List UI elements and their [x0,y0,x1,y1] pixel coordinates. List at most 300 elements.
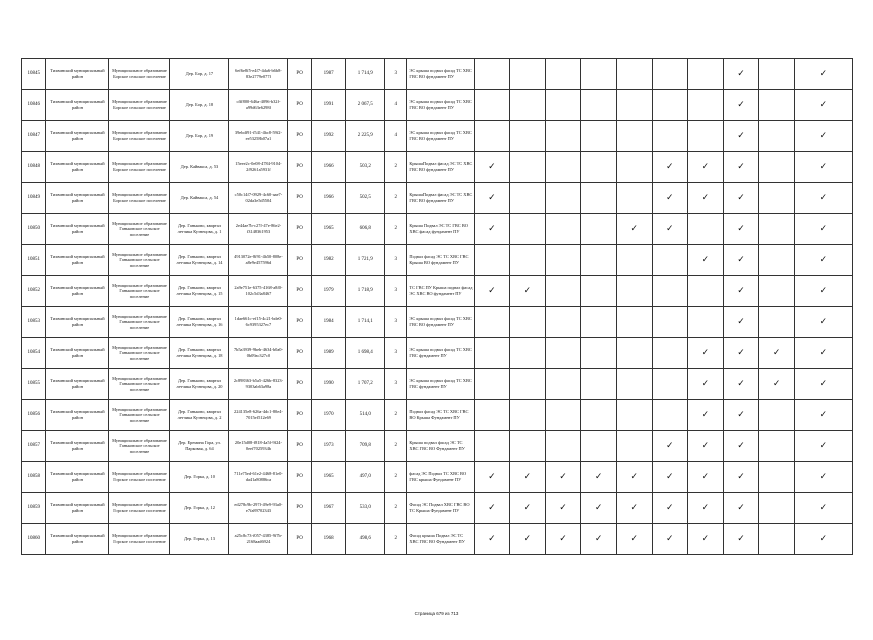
floors-cell: 4 [385,90,407,121]
area-cell: 1 714,9 [346,59,385,90]
house-code-cell: cfff800-646a-4096-b32f-a99d63e6298f [229,90,288,121]
empty-mark-cell [545,400,581,431]
checkmark-icon: ✓ [652,214,688,245]
empty-mark-cell [545,90,581,121]
works-list-cell: ТС ГВС ПУ Крыша подвал фасад ЭС ХВС ВО фундамент ПУ [407,276,474,307]
table-row [22,431,853,462]
empty-mark-cell [581,183,617,214]
empty-mark-cell [510,152,546,183]
empty-mark-cell [474,245,510,276]
floors-cell: 2 [385,183,407,214]
works-list-cell: Подвал фасад ЭС ТС ХВС ГВС Крыша ВО фундамент ПУ [407,245,474,276]
address-cell: Дер. Ганьково, квартал летчика Кузнецова, д. 14 [170,245,229,276]
area-cell: 1 721,9 [346,245,385,276]
empty-mark-cell [759,90,795,121]
empty-mark-cell [616,59,652,90]
year-cell: 1968 [311,524,346,555]
empty-mark-cell [652,90,688,121]
house-code-cell: 224135e8-626a-4dc1-80e4-7015ef512e69 [229,400,288,431]
checkmark-icon: ✓ [652,152,688,183]
municipality-cell: Муниципальное образование Горское сельское поселение [109,493,170,524]
empty-mark-cell [545,431,581,462]
region-cell: Тихвинский муниципальный район [46,276,109,307]
empty-mark-cell [545,183,581,214]
address-cell: Дер. Ганьково, квартал летчика Кузнецова, д. 16 [170,307,229,338]
checkmark-icon: ✓ [794,369,852,400]
checkmark-icon: ✓ [474,493,510,524]
empty-mark-cell [616,183,652,214]
type-cell: РО [288,369,311,400]
empty-mark-cell [688,307,724,338]
type-cell: РО [288,183,311,214]
empty-mark-cell [581,276,617,307]
empty-mark-cell [759,462,795,493]
table-row [22,369,853,400]
empty-mark-cell [616,121,652,152]
year-cell: 1970 [311,400,346,431]
floors-cell: 2 [385,152,407,183]
empty-mark-cell [545,152,581,183]
region-cell: Тихвинский муниципальный район [46,524,109,555]
works-list-cell: ЭС крыша подвал фасад ТС ХВС ГВС ВО фундамент ПУ [407,121,474,152]
checkmark-icon: ✓ [723,245,759,276]
checkmark-icon: ✓ [723,338,759,369]
floors-cell: 2 [385,462,407,493]
checkmark-icon: ✓ [794,338,852,369]
table-row [22,400,853,431]
empty-mark-cell [688,90,724,121]
empty-mark-cell [581,214,617,245]
municipality-cell: Муниципальное образование Борское сельское поселение [109,121,170,152]
address-cell: Дер. Ганьково, квартал летчика Кузнецова, д. 2 [170,400,229,431]
year-cell: 1965 [311,462,346,493]
empty-mark-cell [616,369,652,400]
floors-cell: 2 [385,524,407,555]
floors-cell: 3 [385,369,407,400]
checkmark-icon: ✓ [616,493,652,524]
area-cell: 1 714,1 [346,307,385,338]
address-cell: Дер. Горка, д. 10 [170,462,229,493]
empty-mark-cell [510,121,546,152]
checkmark-icon: ✓ [794,121,852,152]
type-cell: РО [288,245,311,276]
record-id: 10849 [22,183,46,214]
checkmark-icon: ✓ [723,276,759,307]
year-cell: 1965 [311,214,346,245]
checkmark-icon: ✓ [545,493,581,524]
year-cell: 1989 [311,338,346,369]
checkmark-icon: ✓ [510,276,546,307]
year-cell: 1982 [311,245,346,276]
address-cell: Дер. Ганьково, квартал летчика Кузнецова, д. 20 [170,369,229,400]
checkmark-icon: ✓ [794,152,852,183]
checkmark-icon: ✓ [794,90,852,121]
table-row [22,152,853,183]
checkmark-icon: ✓ [688,245,724,276]
region-cell: Тихвинский муниципальный район [46,245,109,276]
table-body [22,59,853,555]
type-cell: РО [288,121,311,152]
house-code-cell: 711e75ed-61e2-4468-81e0-da41a80886ca [229,462,288,493]
type-cell: РО [288,59,311,90]
checkmark-icon: ✓ [688,400,724,431]
empty-mark-cell [581,369,617,400]
checkmark-icon: ✓ [723,214,759,245]
empty-mark-cell [616,431,652,462]
house-code-cell: 2a9e751e-6375-4168-a8f0-102c5d3a8467 [229,276,288,307]
municipality-cell: Муниципальное образование Ганьковское сельское поселение [109,307,170,338]
works-list-cell: ЭС крыша подвал фасад ТС ХВС ГВС ВО фундамент ПУ [407,59,474,90]
empty-mark-cell [510,369,546,400]
empty-mark-cell [759,183,795,214]
checkmark-icon: ✓ [688,462,724,493]
works-list-cell: ЭС крыша подвал фасад ТС ХВС ГВС ВО фундамент ПУ [407,307,474,338]
checkmark-icon: ✓ [474,152,510,183]
house-code-cell: 2e44ae7b-c27f-47e-86e2-f3148361953 [229,214,288,245]
checkmark-icon: ✓ [723,524,759,555]
municipality-cell: Муниципальное образование Ганьковское сельское поселение [109,338,170,369]
works-list-cell: ЭС крыша подвал фасад ТС ХВС ГВС фундамент ПУ [407,338,474,369]
empty-mark-cell [688,276,724,307]
checkmark-icon: ✓ [510,493,546,524]
works-list-cell: ЭС крыша подвал фасад ТС ХВС ГВС ВО фундамент ПУ [407,90,474,121]
municipality-cell: Муниципальное образование Борское сельское поселение [109,183,170,214]
municipality-cell: Муниципальное образование Горское сельское поселение [109,462,170,493]
address-cell: Дер. Ереминa Гора, ул. Парковая, д. 64 [170,431,229,462]
type-cell: РО [288,307,311,338]
empty-mark-cell [581,431,617,462]
checkmark-icon: ✓ [723,307,759,338]
floors-cell: 2 [385,431,407,462]
empty-mark-cell [545,369,581,400]
region-cell: Тихвинский муниципальный район [46,214,109,245]
empty-mark-cell [652,369,688,400]
record-id: 10848 [22,152,46,183]
type-cell: РО [288,276,311,307]
empty-mark-cell [545,245,581,276]
empty-mark-cell [545,338,581,369]
year-cell: 1979 [311,276,346,307]
year-cell: 1973 [311,431,346,462]
works-list-cell: Подвал фасад ЭС ТС ХВС ГВС ВО Крыша Фундамент ПУ [407,400,474,431]
checkmark-icon: ✓ [723,59,759,90]
empty-mark-cell [688,59,724,90]
table-row [22,214,853,245]
region-cell: Тихвинский муниципальный район [46,369,109,400]
type-cell: РО [288,400,311,431]
checkmark-icon: ✓ [794,400,852,431]
record-id: 10860 [22,524,46,555]
checkmark-icon: ✓ [723,369,759,400]
area-cell: 2 225,9 [346,121,385,152]
record-id: 10859 [22,493,46,524]
empty-mark-cell [581,121,617,152]
municipality-cell: Муниципальное образование Борское сельское поселение [109,90,170,121]
address-cell: Дер. Горка, д. 13 [170,524,229,555]
record-id: 10852 [22,276,46,307]
region-cell: Тихвинский муниципальный район [46,307,109,338]
area-cell: 497,0 [346,462,385,493]
empty-mark-cell [652,400,688,431]
empty-mark-cell [759,59,795,90]
empty-mark-cell [652,307,688,338]
record-id: 10853 [22,307,46,338]
empty-mark-cell [616,307,652,338]
works-list-cell: фасад ЭС Подвал ТС ХВС ВО ГВС крыша Фундамент ПУ [407,462,474,493]
empty-mark-cell [759,524,795,555]
house-code-cell: 2c898363-b5a5-426b-8323-9303ab63a98a [229,369,288,400]
empty-mark-cell [581,152,617,183]
checkmark-icon: ✓ [688,338,724,369]
empty-mark-cell [581,400,617,431]
record-id: 10856 [22,400,46,431]
checkmark-icon: ✓ [510,462,546,493]
checkmark-icon: ✓ [759,369,795,400]
address-cell: Дер. Кайвакса, д. 53 [170,152,229,183]
checkmark-icon: ✓ [616,524,652,555]
empty-mark-cell [759,214,795,245]
checkmark-icon: ✓ [581,493,617,524]
checkmark-icon: ✓ [794,462,852,493]
region-cell: Тихвинский муниципальный район [46,152,109,183]
checkmark-icon: ✓ [688,183,724,214]
works-list-cell: Крыша подвал фасад ЭС ТС ХВС ГВС ВО Фундамент ПУ [407,431,474,462]
empty-mark-cell [474,338,510,369]
empty-mark-cell [759,307,795,338]
record-id: 10847 [22,121,46,152]
house-code-cell: 20e15d08-f818-4a5f-9f24-0eef7025934b [229,431,288,462]
municipality-cell: Муниципальное образование Ганьковское сельское поселение [109,245,170,276]
checkmark-icon: ✓ [510,524,546,555]
checkmark-icon: ✓ [794,245,852,276]
checkmark-icon: ✓ [794,431,852,462]
empty-mark-cell [759,493,795,524]
page-footer: Страница 679 из 713 [414,611,459,616]
municipality-cell: Муниципальное образование Борское сельское поселение [109,152,170,183]
empty-mark-cell [474,400,510,431]
house-code-cell: a25c8c73-f057-4385-9f7b-2168aad6924 [229,524,288,555]
year-cell: 1991 [311,90,346,121]
empty-mark-cell [581,245,617,276]
empty-mark-cell [652,338,688,369]
year-cell: 1967 [311,493,346,524]
type-cell: РО [288,214,311,245]
year-cell: 1990 [311,369,346,400]
empty-mark-cell [510,214,546,245]
empty-mark-cell [510,400,546,431]
checkmark-icon: ✓ [474,183,510,214]
checkmark-icon: ✓ [723,152,759,183]
checkmark-icon: ✓ [581,462,617,493]
type-cell: РО [288,90,311,121]
table-row [22,493,853,524]
checkmark-icon: ✓ [652,462,688,493]
empty-mark-cell [652,276,688,307]
empty-mark-cell [510,245,546,276]
table-row [22,183,853,214]
municipality-cell: Муниципальное образование Горское сельское поселение [109,524,170,555]
house-code-cell: 6ef6e8f5-e4f7-4da6-b6b8-83e2779e077f [229,59,288,90]
address-cell: Дер. Горка, д. 12 [170,493,229,524]
region-cell: Тихвинский муниципальный район [46,338,109,369]
empty-mark-cell [474,90,510,121]
table-row [22,90,853,121]
checkmark-icon: ✓ [759,338,795,369]
table-row [22,338,853,369]
floors-cell: 4 [385,121,407,152]
empty-mark-cell [545,276,581,307]
checkmark-icon: ✓ [545,462,581,493]
type-cell: РО [288,524,311,555]
table-row [22,245,853,276]
checkmark-icon: ✓ [688,493,724,524]
floors-cell: 3 [385,59,407,90]
type-cell: РО [288,152,311,183]
checkmark-icon: ✓ [794,59,852,90]
empty-mark-cell [581,90,617,121]
empty-mark-cell [510,183,546,214]
checkmark-icon: ✓ [652,183,688,214]
checkmark-icon: ✓ [794,183,852,214]
floors-cell: 2 [385,493,407,524]
empty-mark-cell [510,90,546,121]
area-cell: 1 707,2 [346,369,385,400]
empty-mark-cell [474,369,510,400]
empty-mark-cell [474,431,510,462]
checkmark-icon: ✓ [688,369,724,400]
municipality-cell: Муниципальное образование Ганьковское сельское поселение [109,369,170,400]
type-cell: РО [288,493,311,524]
area-cell: 1 698,4 [346,338,385,369]
empty-mark-cell [616,245,652,276]
address-cell: Дер. Ганьково, квартал летчика Кузнецова, д. 15 [170,276,229,307]
works-list-cell: Фасад крыша Подвал ЭС ТС ХВС ГВС ВО Фундамент ПУ [407,524,474,555]
year-cell: 1987 [311,59,346,90]
region-cell: Тихвинский муниципальный район [46,400,109,431]
checkmark-icon: ✓ [652,524,688,555]
empty-mark-cell [581,307,617,338]
works-list-cell: КрышаПодвал фасад ЭС ТС ХВС ГВС ВО фундамент ПУ [407,152,474,183]
checkmark-icon: ✓ [474,276,510,307]
record-id: 10858 [22,462,46,493]
record-id: 10851 [22,245,46,276]
table-row [22,276,853,307]
empty-mark-cell [474,59,510,90]
address-cell: Дер. Ганьково, квартал летчика Кузнецова, д. 1 [170,214,229,245]
checkmark-icon: ✓ [545,524,581,555]
record-id: 10857 [22,431,46,462]
checkmark-icon: ✓ [794,276,852,307]
empty-mark-cell [581,59,617,90]
empty-mark-cell [545,307,581,338]
year-cell: 1984 [311,307,346,338]
empty-mark-cell [652,59,688,90]
empty-mark-cell [652,245,688,276]
checkmark-icon: ✓ [688,152,724,183]
municipality-cell: Муниципальное образование Ганьковское сельское поселение [109,400,170,431]
type-cell: РО [288,462,311,493]
checkmark-icon: ✓ [723,183,759,214]
checkmark-icon: ✓ [723,462,759,493]
house-code-cell: 1dae661c-ef15-4c21-bde0-6c9395327ec7 [229,307,288,338]
checkmark-icon: ✓ [794,214,852,245]
house-code-cell: 15eee2c-0e08-4784-9104-2f9261a5931f [229,152,288,183]
empty-mark-cell [759,276,795,307]
empty-mark-cell [474,121,510,152]
address-cell: Дер. Бор, д. 19 [170,121,229,152]
house-code-cell: ed278c9b-297f-49e9-93a0-e7fa89702343 [229,493,288,524]
house-code-cell: 39ebdf91-f541-4bc8-59f2-ee53258b07a1 [229,121,288,152]
record-id: 10855 [22,369,46,400]
empty-mark-cell [545,59,581,90]
floors-cell: 2 [385,400,407,431]
checkmark-icon: ✓ [616,462,652,493]
table-row [22,524,853,555]
area-cell: 709,8 [346,431,385,462]
type-cell: РО [288,431,311,462]
checkmark-icon: ✓ [723,400,759,431]
checkmark-icon: ✓ [688,524,724,555]
empty-mark-cell [759,152,795,183]
year-cell: 1992 [311,121,346,152]
checkmark-icon: ✓ [794,524,852,555]
area-cell: 533,0 [346,493,385,524]
table-row [22,462,853,493]
floors-cell: 3 [385,245,407,276]
table-row [22,121,853,152]
address-cell: Дер. Кайвакса, д. 54 [170,183,229,214]
empty-mark-cell [545,214,581,245]
empty-mark-cell [510,338,546,369]
municipality-cell: Муниципальное образование Ганьковское сельское поселение [109,276,170,307]
region-cell: Тихвинский муниципальный район [46,431,109,462]
checkmark-icon: ✓ [581,524,617,555]
type-cell: РО [288,338,311,369]
floors-cell: 2 [385,214,407,245]
record-id: 10845 [22,59,46,90]
empty-mark-cell [616,276,652,307]
table-row [22,59,853,90]
empty-mark-cell [759,121,795,152]
empty-mark-cell [688,214,724,245]
empty-mark-cell [510,431,546,462]
year-cell: 1966 [311,183,346,214]
empty-mark-cell [616,400,652,431]
area-cell: 502,5 [346,183,385,214]
checkmark-icon: ✓ [616,214,652,245]
area-cell: 1 718,9 [346,276,385,307]
empty-mark-cell [759,400,795,431]
works-list-cell: ЭС крыша подвал фасад ТС ХВС ГВС фундамент ПУ [407,369,474,400]
checkmark-icon: ✓ [794,307,852,338]
region-cell: Тихвинский муниципальный район [46,121,109,152]
empty-mark-cell [688,121,724,152]
area-cell: 514,0 [346,400,385,431]
checkmark-icon: ✓ [652,431,688,462]
floors-cell: 3 [385,307,407,338]
empty-mark-cell [616,90,652,121]
house-code-cell: 4913072e-8f91-4b50-808e-a8e9e457596d [229,245,288,276]
empty-mark-cell [616,338,652,369]
region-cell: Тихвинский муниципальный район [46,462,109,493]
region-cell: Тихвинский муниципальный район [46,90,109,121]
floors-cell: 3 [385,338,407,369]
municipality-cell: Муниципальное образование Борское сельское поселение [109,59,170,90]
area-cell: 606,8 [346,214,385,245]
address-cell: Дер. Бор, д. 17 [170,59,229,90]
checkmark-icon: ✓ [794,493,852,524]
address-cell: Дер. Бор, д. 18 [170,90,229,121]
